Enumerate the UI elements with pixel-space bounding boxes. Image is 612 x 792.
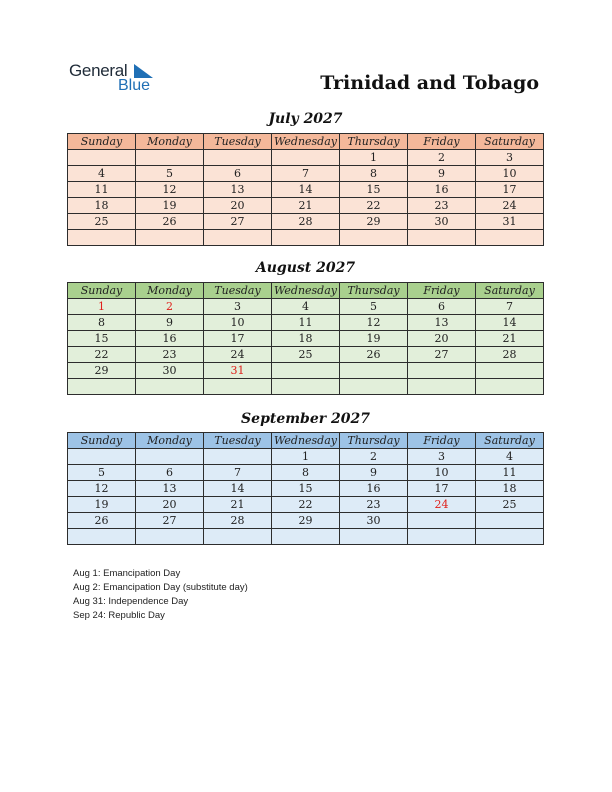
week-row <box>68 465 544 481</box>
week-row <box>68 331 544 347</box>
empty-day-cell <box>204 449 272 465</box>
day-cell: 25 <box>476 497 544 513</box>
week-row <box>68 513 544 529</box>
day-cell: 15 <box>272 481 340 497</box>
empty-day-cell <box>68 449 136 465</box>
day-cell: 4 <box>272 299 340 315</box>
month-title-august: August 2027 <box>255 260 356 276</box>
day-cell: 24 <box>204 347 272 363</box>
holiday-note: Aug 1: Emancipation Day <box>73 568 181 579</box>
weekday-header-sunday: Sunday <box>68 134 136 150</box>
day-cell: 30 <box>340 513 408 529</box>
day-cell: 2 <box>136 299 204 315</box>
day-cell: 27 <box>136 513 204 529</box>
day-cell: 21 <box>476 331 544 347</box>
day-cell: 1 <box>68 299 136 315</box>
day-cell: 15 <box>340 182 408 198</box>
day-cell: 18 <box>476 481 544 497</box>
week-row <box>68 230 544 246</box>
empty-day-cell <box>136 150 204 166</box>
empty-day-cell <box>272 363 340 379</box>
day-cell: 3 <box>408 449 476 465</box>
empty-day-cell <box>272 150 340 166</box>
day-cell: 17 <box>476 182 544 198</box>
day-cell: 13 <box>408 315 476 331</box>
empty-day-cell <box>204 529 272 545</box>
weekday-header-tuesday: Tuesday <box>204 433 272 449</box>
day-cell: 28 <box>204 513 272 529</box>
day-cell: 9 <box>408 166 476 182</box>
week-row <box>68 529 544 545</box>
empty-day-cell <box>340 230 408 246</box>
day-cell: 14 <box>272 182 340 198</box>
weekday-header-row <box>68 283 544 299</box>
empty-day-cell <box>68 150 136 166</box>
month-title-september: September 2027 <box>241 411 370 427</box>
weekday-header-tuesday: Tuesday <box>204 283 272 299</box>
day-cell: 28 <box>476 347 544 363</box>
day-cell: 17 <box>408 481 476 497</box>
day-cell: 16 <box>340 481 408 497</box>
day-cell: 4 <box>476 449 544 465</box>
day-cell: 21 <box>204 497 272 513</box>
day-cell: 10 <box>408 465 476 481</box>
weekday-header-wednesday: Wednesday <box>272 134 340 150</box>
weekday-header-thursday: Thursday <box>340 134 408 150</box>
day-cell: 19 <box>136 198 204 214</box>
weekday-header-saturday: Saturday <box>476 433 544 449</box>
week-row <box>68 347 544 363</box>
day-cell: 8 <box>272 465 340 481</box>
empty-day-cell <box>476 363 544 379</box>
weekday-header-monday: Monday <box>136 433 204 449</box>
empty-day-cell <box>136 449 204 465</box>
day-cell: 17 <box>204 331 272 347</box>
empty-day-cell <box>408 230 476 246</box>
day-cell: 31 <box>204 363 272 379</box>
empty-day-cell <box>476 379 544 395</box>
empty-day-cell <box>408 513 476 529</box>
day-cell: 19 <box>340 331 408 347</box>
day-cell: 29 <box>68 363 136 379</box>
day-cell: 6 <box>204 166 272 182</box>
holiday-note: Aug 31: Independence Day <box>73 596 189 607</box>
day-cell: 2 <box>408 150 476 166</box>
day-cell: 12 <box>340 315 408 331</box>
day-cell: 14 <box>476 315 544 331</box>
empty-day-cell <box>340 529 408 545</box>
day-cell: 6 <box>408 299 476 315</box>
month-title-july: July 2027 <box>268 111 343 127</box>
day-cell: 7 <box>272 166 340 182</box>
week-row <box>68 299 544 315</box>
empty-day-cell <box>476 230 544 246</box>
day-cell: 18 <box>272 331 340 347</box>
day-cell: 9 <box>340 465 408 481</box>
day-cell: 22 <box>340 198 408 214</box>
day-cell: 22 <box>68 347 136 363</box>
day-cell: 12 <box>136 182 204 198</box>
weekday-header-friday: Friday <box>408 433 476 449</box>
weekday-header-sunday: Sunday <box>68 283 136 299</box>
calendar-july <box>67 133 544 246</box>
day-cell: 1 <box>340 150 408 166</box>
empty-day-cell <box>476 513 544 529</box>
empty-day-cell <box>476 529 544 545</box>
day-cell: 20 <box>204 198 272 214</box>
weekday-header-friday: Friday <box>408 134 476 150</box>
empty-day-cell <box>68 529 136 545</box>
empty-day-cell <box>408 379 476 395</box>
generalblue-logo <box>69 61 169 97</box>
weekday-header-friday: Friday <box>408 283 476 299</box>
day-cell: 21 <box>272 198 340 214</box>
day-cell: 31 <box>476 214 544 230</box>
day-cell: 11 <box>476 465 544 481</box>
week-row <box>68 481 544 497</box>
weekday-header-monday: Monday <box>136 283 204 299</box>
day-cell: 23 <box>340 497 408 513</box>
weekday-header-wednesday: Wednesday <box>272 433 340 449</box>
holiday-notes <box>73 567 248 623</box>
weekday-header-tuesday: Tuesday <box>204 134 272 150</box>
day-cell: 5 <box>340 299 408 315</box>
weekday-header-wednesday: Wednesday <box>272 283 340 299</box>
day-cell: 5 <box>68 465 136 481</box>
logo-blue-text: Blue <box>118 77 151 94</box>
day-cell: 20 <box>408 331 476 347</box>
week-row <box>68 363 544 379</box>
empty-day-cell <box>204 379 272 395</box>
empty-day-cell <box>272 230 340 246</box>
empty-day-cell <box>68 230 136 246</box>
day-cell: 29 <box>340 214 408 230</box>
day-cell: 4 <box>68 166 136 182</box>
empty-day-cell <box>272 379 340 395</box>
empty-day-cell <box>204 230 272 246</box>
day-cell: 1 <box>272 449 340 465</box>
day-cell: 26 <box>340 347 408 363</box>
empty-day-cell <box>68 379 136 395</box>
day-cell: 11 <box>68 182 136 198</box>
week-row <box>68 449 544 465</box>
weekday-header-monday: Monday <box>136 134 204 150</box>
weekday-header-row <box>68 134 544 150</box>
logo-general-text: General <box>69 61 128 80</box>
calendar-september <box>67 432 544 545</box>
day-cell: 8 <box>68 315 136 331</box>
day-cell: 27 <box>204 214 272 230</box>
weekday-header-saturday: Saturday <box>476 283 544 299</box>
day-cell: 24 <box>408 497 476 513</box>
day-cell: 6 <box>136 465 204 481</box>
day-cell: 3 <box>204 299 272 315</box>
day-cell: 3 <box>476 150 544 166</box>
day-cell: 7 <box>476 299 544 315</box>
logo-triangle-icon <box>134 64 153 78</box>
empty-day-cell <box>136 230 204 246</box>
week-row <box>68 497 544 513</box>
day-cell: 27 <box>408 347 476 363</box>
day-cell: 10 <box>204 315 272 331</box>
empty-day-cell <box>136 529 204 545</box>
day-cell: 8 <box>340 166 408 182</box>
weekday-header-thursday: Thursday <box>340 283 408 299</box>
empty-day-cell <box>408 529 476 545</box>
week-row <box>68 182 544 198</box>
day-cell: 28 <box>272 214 340 230</box>
day-cell: 12 <box>68 481 136 497</box>
day-cell: 18 <box>68 198 136 214</box>
empty-day-cell <box>136 379 204 395</box>
empty-day-cell <box>340 363 408 379</box>
day-cell: 11 <box>272 315 340 331</box>
day-cell: 25 <box>272 347 340 363</box>
day-cell: 5 <box>136 166 204 182</box>
day-cell: 16 <box>136 331 204 347</box>
day-cell: 7 <box>204 465 272 481</box>
day-cell: 9 <box>136 315 204 331</box>
country-title: Trinidad and Tobago <box>320 72 539 94</box>
week-row <box>68 214 544 230</box>
holiday-note: Aug 2: Emancipation Day (substitute day) <box>73 582 248 593</box>
day-cell: 10 <box>476 166 544 182</box>
day-cell: 2 <box>340 449 408 465</box>
empty-day-cell <box>272 529 340 545</box>
day-cell: 23 <box>408 198 476 214</box>
day-cell: 30 <box>136 363 204 379</box>
week-row <box>68 166 544 182</box>
day-cell: 29 <box>272 513 340 529</box>
day-cell: 13 <box>136 481 204 497</box>
day-cell: 30 <box>408 214 476 230</box>
week-row <box>68 379 544 395</box>
holiday-note: Sep 24: Republic Day <box>73 610 165 621</box>
calendar-august <box>67 282 544 395</box>
day-cell: 16 <box>408 182 476 198</box>
day-cell: 26 <box>136 214 204 230</box>
week-row <box>68 198 544 214</box>
day-cell: 22 <box>272 497 340 513</box>
day-cell: 19 <box>68 497 136 513</box>
day-cell: 24 <box>476 198 544 214</box>
day-cell: 14 <box>204 481 272 497</box>
empty-day-cell <box>204 150 272 166</box>
day-cell: 13 <box>204 182 272 198</box>
day-cell: 26 <box>68 513 136 529</box>
day-cell: 20 <box>136 497 204 513</box>
empty-day-cell <box>340 379 408 395</box>
weekday-header-sunday: Sunday <box>68 433 136 449</box>
week-row <box>68 150 544 166</box>
weekday-header-thursday: Thursday <box>340 433 408 449</box>
day-cell: 25 <box>68 214 136 230</box>
day-cell: 15 <box>68 331 136 347</box>
weekday-header-row <box>68 433 544 449</box>
weekday-header-saturday: Saturday <box>476 134 544 150</box>
day-cell: 23 <box>136 347 204 363</box>
empty-day-cell <box>408 363 476 379</box>
week-row <box>68 315 544 331</box>
